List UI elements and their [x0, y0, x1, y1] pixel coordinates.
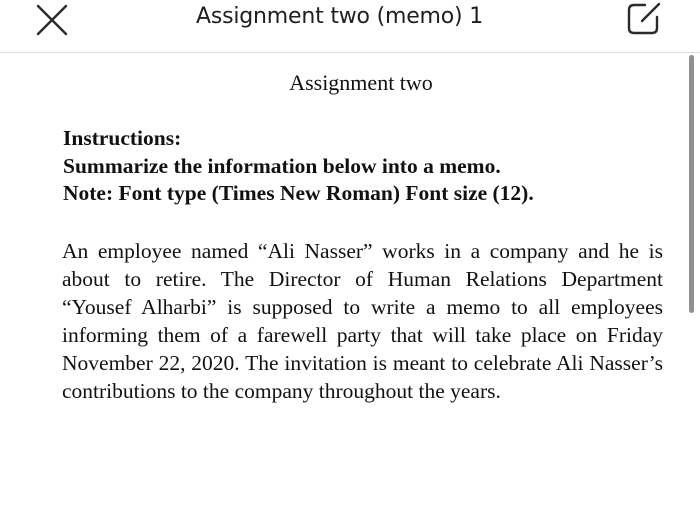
close-icon	[34, 2, 70, 38]
instructions-block	[63, 125, 663, 208]
body-paragraph: An employee named “Ali Nasser” works in a company and he is about to retire. The Director of Human Relations Department “Yousef Alharbi” is supposed to write a memo to all employees informing them of a farewell party that will take place on Friday November 22, 2020. The invitation is meant to celebrate Ali Nasser’s contributions to the company throughout the years.	[62, 239, 663, 403]
instructions-heading: Instructions:	[63, 126, 182, 150]
vertical-scrollbar[interactable]	[689, 55, 694, 313]
document-title-header: Assignment two (memo) 1	[196, 4, 484, 29]
document-heading: Assignment two	[289, 70, 433, 95]
edit-button[interactable]	[625, 0, 663, 38]
document-view	[0, 53, 700, 511]
instructions-line-2: Note: Font type (Times New Roman) Font size (12).	[63, 181, 534, 205]
edit-icon	[625, 0, 663, 38]
instructions-line-1: Summarize the information below into a memo.	[63, 153, 501, 178]
top-bar	[0, 0, 700, 53]
close-button[interactable]	[34, 2, 70, 38]
